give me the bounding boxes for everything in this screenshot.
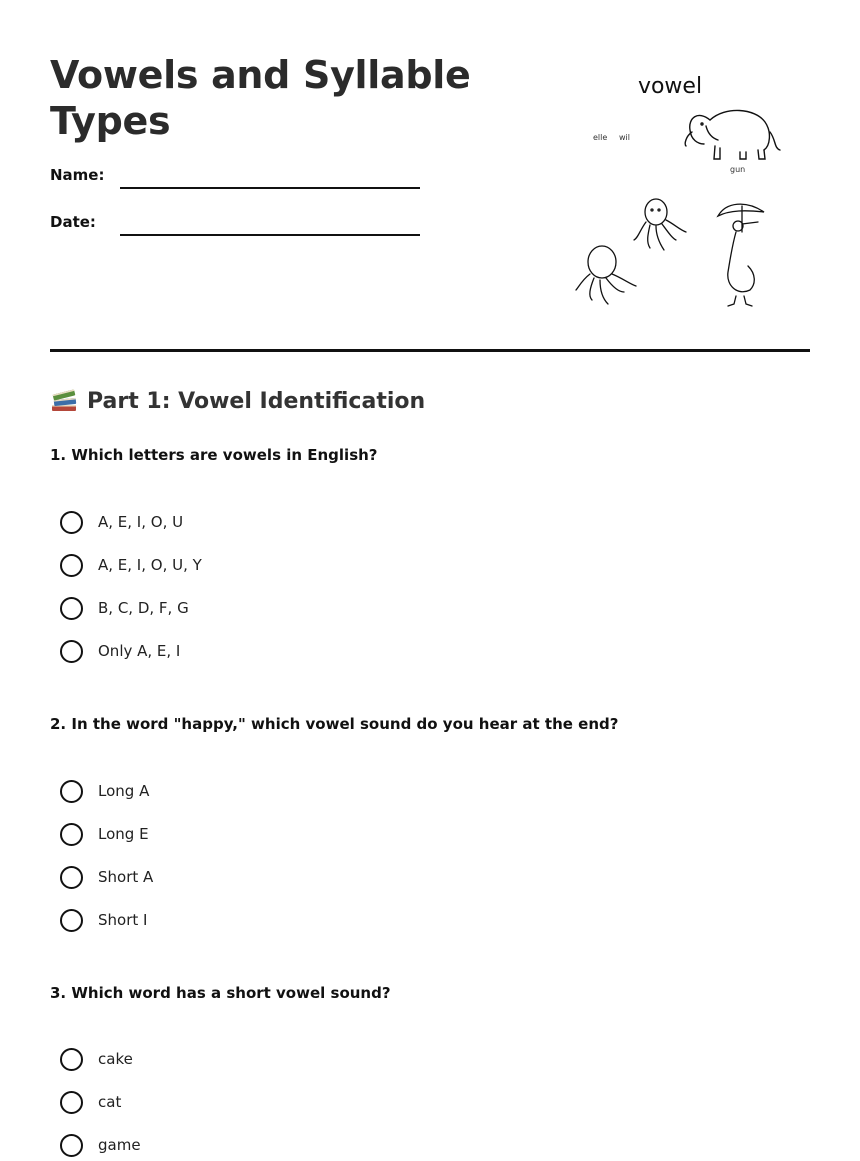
q1-option-1[interactable]	[60, 509, 183, 535]
date-label: Date:	[50, 213, 96, 231]
illustration-heading: vowel	[637, 74, 703, 99]
option-label: Short I	[98, 911, 148, 929]
q1-option-2[interactable]	[60, 552, 202, 578]
radio-button[interactable]	[60, 1134, 83, 1157]
radio-button[interactable]	[60, 823, 83, 846]
q2-option-3[interactable]	[60, 864, 153, 890]
vowel-illustration	[560, 60, 820, 320]
date-field[interactable]	[120, 234, 420, 236]
header-divider	[50, 349, 810, 352]
option-label: cake	[98, 1050, 133, 1068]
page-title: Vowels and Syllable Types	[50, 53, 471, 143]
name-field[interactable]	[120, 187, 420, 189]
radio-button[interactable]	[60, 554, 83, 577]
illustration-label-3: gun	[730, 165, 746, 174]
section-heading	[50, 388, 425, 414]
bird-icon	[718, 204, 764, 306]
question-3: 3. Which word has a short vowel sound?	[50, 984, 391, 1002]
option-label: game	[98, 1136, 141, 1154]
option-label: A, E, I, O, U	[98, 513, 184, 531]
radio-button[interactable]	[60, 597, 83, 620]
section-heading-text: Part 1: Vowel Identification	[87, 388, 426, 414]
q3-option-2[interactable]	[60, 1089, 121, 1115]
option-label: Long A	[98, 782, 150, 800]
illustration-label-1: elle	[593, 133, 608, 142]
books-icon	[50, 388, 78, 414]
option-label: B, C, D, F, G	[98, 599, 189, 617]
radio-button[interactable]	[60, 866, 83, 889]
octopus-icon	[634, 199, 686, 250]
name-label: Name:	[50, 166, 105, 184]
option-label: Short A	[98, 868, 154, 886]
illustration-label-2: wil	[619, 133, 630, 142]
radio-button[interactable]	[60, 1048, 83, 1071]
q1-option-4[interactable]	[60, 638, 180, 664]
radio-button[interactable]	[60, 511, 83, 534]
q1-option-3[interactable]	[60, 595, 189, 621]
question-2: 2. In the word "happy," which vowel sound do you hear at the end?	[50, 715, 619, 733]
option-label: cat	[98, 1093, 122, 1111]
option-label: Long E	[98, 825, 149, 843]
option-label: A, E, I, O, U, Y	[98, 556, 202, 574]
q3-option-1[interactable]	[60, 1046, 133, 1072]
q2-option-1[interactable]	[60, 778, 149, 804]
elephant-icon	[685, 110, 780, 159]
radio-button[interactable]	[60, 780, 83, 803]
radio-button[interactable]	[60, 1091, 83, 1114]
octopus-icon	[576, 246, 636, 304]
radio-button[interactable]	[60, 640, 83, 663]
option-label: Only A, E, I	[98, 642, 181, 660]
q2-option-2[interactable]	[60, 821, 149, 847]
radio-button[interactable]	[60, 909, 83, 932]
question-1: 1. Which letters are vowels in English?	[50, 446, 378, 464]
q3-option-3[interactable]	[60, 1132, 141, 1158]
q2-option-4[interactable]	[60, 907, 147, 933]
